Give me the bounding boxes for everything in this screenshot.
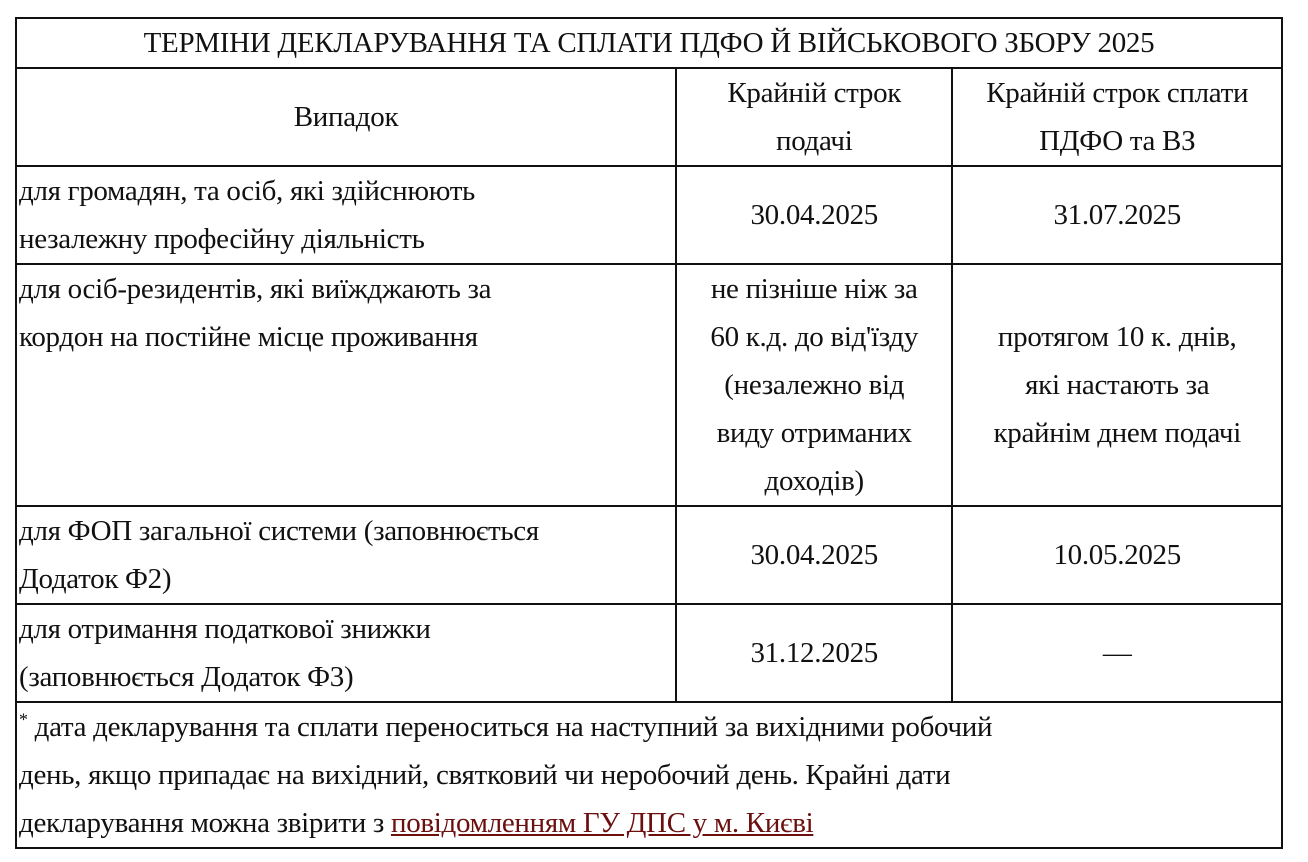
case-line: Додаток Ф2) [19,563,172,595]
case-cell [16,604,676,702]
header-case: Випадок [16,68,676,166]
footnote-row [16,702,1282,848]
dps-kyiv-notice-link[interactable]: повідомленням ГУ ДПС у м. Києві [390,807,814,839]
header-payment-line1: Крайній строк сплати [986,77,1249,109]
case-cell [16,264,676,506]
payment-date-cell: 31.07.2025 [952,166,1282,264]
header-filing-line1: Крайній строк [727,77,902,109]
filing-line: не пізніше ніж за [710,273,918,305]
payment-line: крайнім днем подачі [993,417,1241,449]
footnote-line-2: день, якщо припадає на вихідний, святковий чи неробочий день. Крайні дати [19,759,951,791]
case-line: для ФОП загальної системи (заповнюється [19,515,539,547]
asterisk: * [19,709,28,730]
footnote-text: дата декларування та сплати переноситься на наступний за вихідними робочий [27,711,993,743]
header-payment-deadline [952,68,1282,166]
table-title: ТЕРМІНИ ДЕКЛАРУВАННЯ ТА СПЛАТИ ПДФО Й ВІЙСЬКОВОГО ЗБОРУ 2025 [16,18,1282,68]
title-row [16,18,1282,68]
header-payment-line2: ПДФО та ВЗ [1039,125,1196,157]
case-cell [16,506,676,604]
filing-date-cell: 30.04.2025 [676,166,952,264]
payment-line: протягом 10 к. днів, [997,321,1237,353]
filing-date-cell: 30.04.2025 [676,506,952,604]
payment-date-cell: — [952,604,1282,702]
filing-date-cell [676,264,952,506]
case-line: кордон на постійне місце проживання [19,321,478,353]
header-filing-deadline [676,68,952,166]
table-row [16,506,1282,604]
case-cell [16,166,676,264]
footnote-line-3 [19,799,1279,847]
case-line: незалежну професійну діяльність [19,223,425,255]
footnote-text: декларування можна звірити з [19,807,391,839]
header-row [16,68,1282,166]
footnote [16,702,1282,848]
table-row [16,166,1282,264]
footnote-line-1 [19,703,1279,751]
payment-date-cell: 10.05.2025 [952,506,1282,604]
tax-deadlines-table [15,17,1283,849]
header-filing-line2: подачі [775,125,853,157]
case-line: для осіб-резидентів, які виїжджають за [19,273,492,305]
filing-line: (незалежно від [724,369,905,401]
filing-date-cell: 31.12.2025 [676,604,952,702]
filing-line: доходів) [764,465,864,497]
table-row [16,604,1282,702]
case-line: для отримання податкової знижки [19,613,431,645]
payment-line: які настають за [1025,369,1210,401]
filing-line: виду отриманих [716,417,912,449]
filing-line: 60 к.д. до від'їзду [710,321,919,353]
case-line: для громадян, та осіб, які здійснюють [19,175,475,207]
table-row [16,264,1282,506]
case-line: (заповнюється Додаток Ф3) [19,661,354,693]
payment-date-cell [952,264,1282,506]
